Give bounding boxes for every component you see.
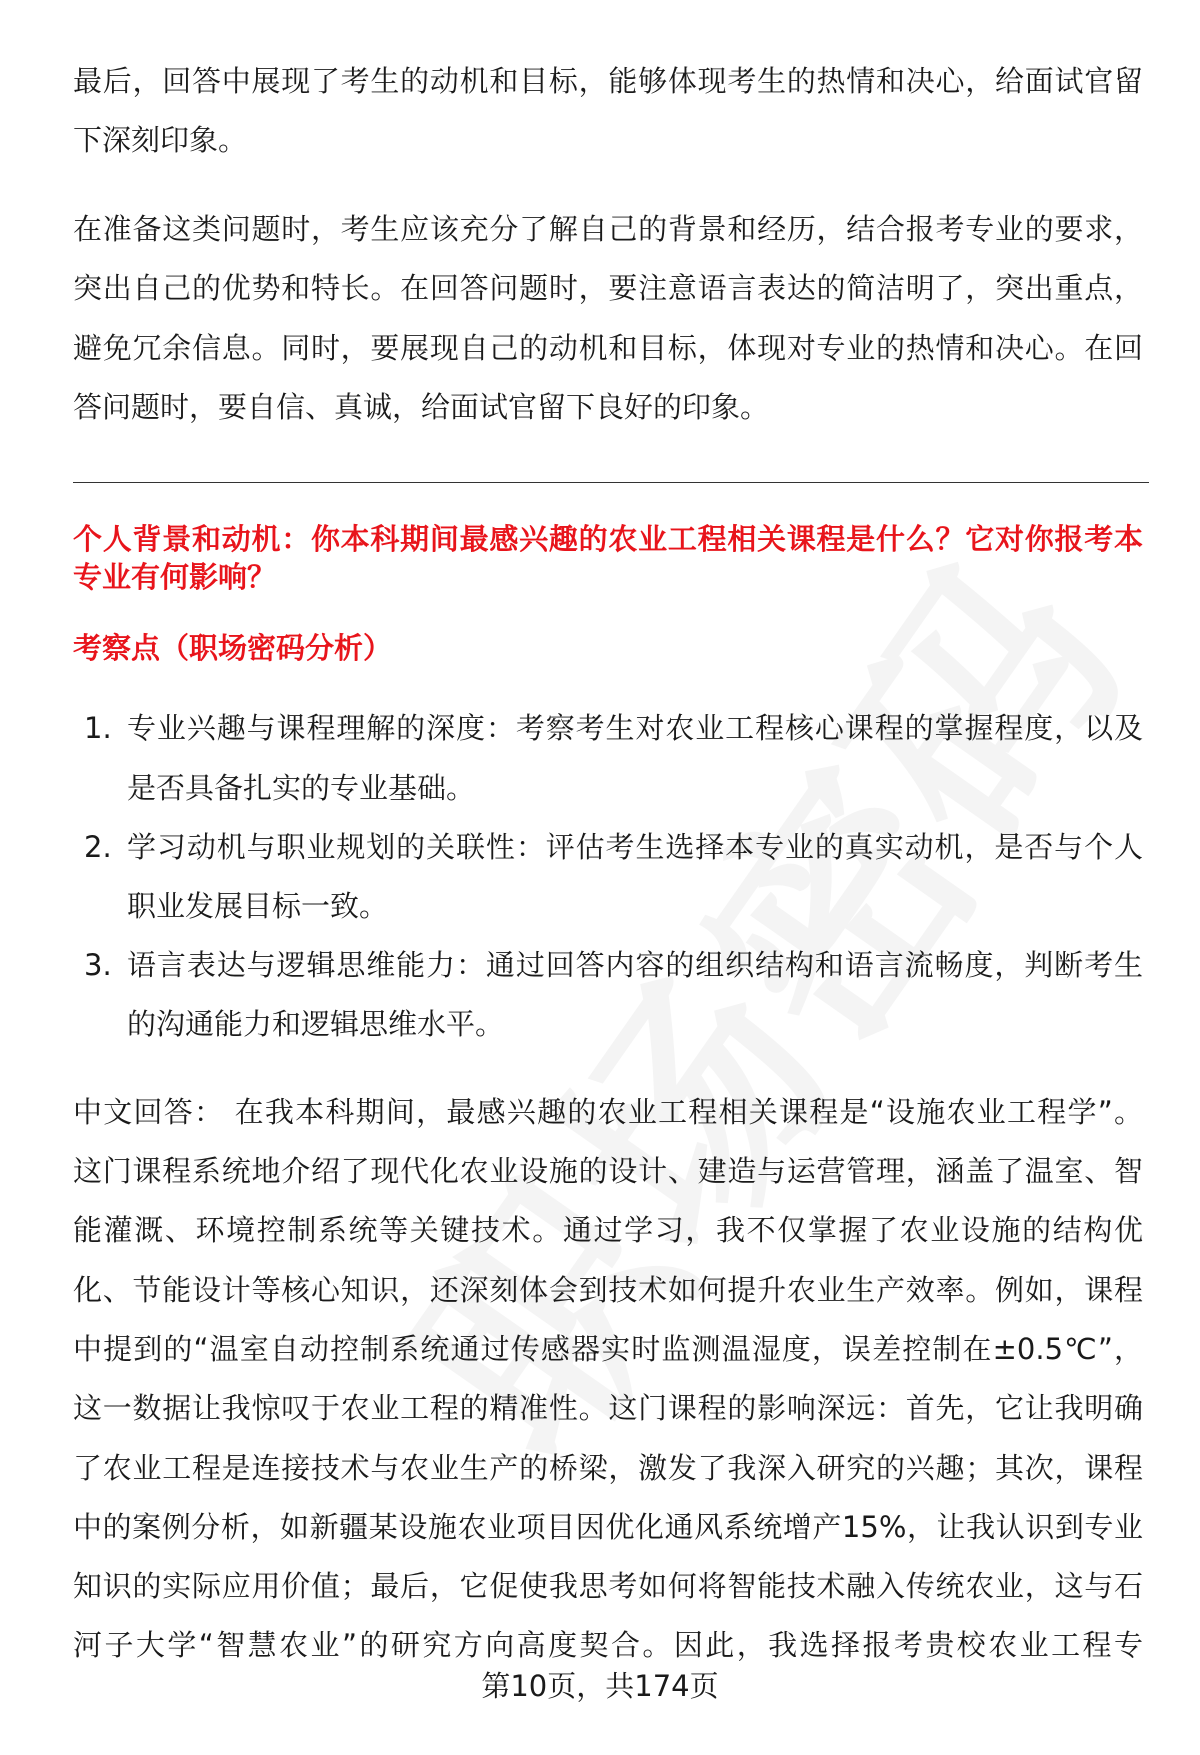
list-number: 1. xyxy=(84,711,112,745)
text-line: 在准备这类问题时，考生应该充分了解自己的背景和经历，结合报考专业的要求， xyxy=(73,212,1143,246)
heading-line: 个人背景和动机：你本科期间最感兴趣的农业工程相关课程是什么？它对你报考本 xyxy=(73,522,1143,556)
text-line: 知识的实际应用价值；最后，它促使我思考如何将智能技术融入传统农业，这与石 xyxy=(73,1569,1143,1603)
page-number: 第10页，共174页 xyxy=(481,1669,719,1703)
text-line: 河子大学“智慧农业”的研究方向高度契合。因此，我选择报考贵校农业工程专 xyxy=(73,1628,1143,1662)
text-line: 突出自己的优势和特长。在回答问题时，要注意语言表达的简洁明了，突出重点， xyxy=(73,271,1143,305)
text-line: 下深刻印象。 xyxy=(73,123,248,157)
text-line: 的沟通能力和逻辑思维水平。 xyxy=(127,1007,505,1041)
text-line: 能灌溉、环境控制系统等关键技术。通过学习，我不仅掌握了农业设施的结构优 xyxy=(73,1213,1143,1247)
list-number: 3. xyxy=(84,948,112,982)
section-title: 考察点（职场密码分析） xyxy=(73,631,393,665)
text-line: 这门课程系统地介绍了现代化农业设施的设计、建造与运营管理，涵盖了温室、智 xyxy=(73,1154,1143,1188)
text-line: 了农业工程是连接技术与农业生产的桥梁，激发了我深入研究的兴趣；其次，课程 xyxy=(73,1451,1143,1485)
text-line: 职业发展目标一致。 xyxy=(127,889,389,923)
text-line: 化、节能设计等核心知识，还深刻体会到技术如何提升农业生产效率。例如，课程 xyxy=(73,1273,1143,1307)
text-line: 最后，回答中展现了考生的动机和目标，能够体现考生的热情和决心，给面试官留 xyxy=(73,64,1143,98)
list-number: 2. xyxy=(84,830,112,864)
heading-line: 专业有何影响？ xyxy=(73,560,277,594)
text-line: 答问题时，要自信、真诚，给面试官留下良好的印象。 xyxy=(73,390,770,424)
text-line: 中提到的“温室自动控制系统通过传感器实时监测温湿度，误差控制在±0.5℃”， xyxy=(73,1332,1143,1366)
section-divider xyxy=(73,482,1149,483)
text-line: 是否具备扎实的专业基础。 xyxy=(127,771,476,805)
text-line: 语言表达与逻辑思维能力：通过回答内容的组织结构和语言流畅度，判断考生 xyxy=(127,948,1143,982)
text-line: 这一数据让我惊叹于农业工程的精准性。这门课程的影响深远：首先，它让我明确 xyxy=(73,1391,1143,1425)
text-line: 中文回答： 在我本科期间，最感兴趣的农业工程相关课程是“设施农业工程学”。 xyxy=(73,1095,1143,1129)
text-line: 专业兴趣与课程理解的深度：考察考生对农业工程核心课程的掌握程度，以及 xyxy=(127,711,1143,745)
text-line: 学习动机与职业规划的关联性：评估考生选择本专业的真实动机，是否与个人 xyxy=(127,830,1143,864)
text-line: 避免冗余信息。同时，要展现自己的动机和目标，体现对专业的热情和决心。在回 xyxy=(73,331,1143,365)
text-line: 中的案例分析，如新疆某设施农业项目因优化通风系统增产15%，让我认识到专业 xyxy=(73,1510,1143,1544)
